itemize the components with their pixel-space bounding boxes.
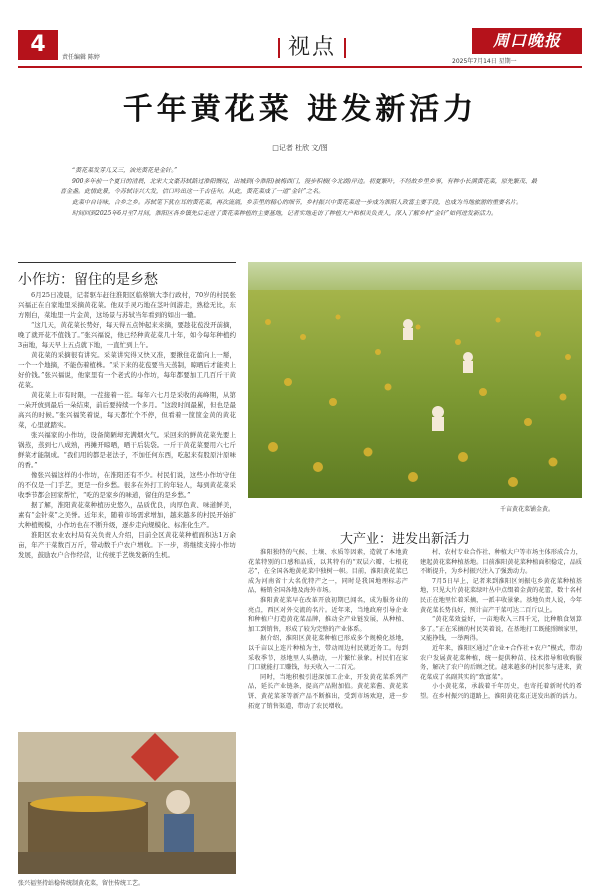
article-intro	[60, 166, 540, 220]
body-paragraph: 黄花菜的采摘很有讲究。采菜讲究得又快又准，要揪住花蕾向上一掰，一个一个地摘，不能伤着植株。“采下来的花苞要当天蒸制，晾晒后才能卖上好价钱。”张兴福说，他家里有一个老式的小作坊，每年都要加工几百斤干黄花菜。	[18, 351, 236, 389]
page-number: 4	[18, 30, 58, 60]
column-right	[420, 548, 582, 702]
date-line: 2025年7月14日 星期一	[452, 58, 517, 65]
workshop-illustration	[18, 732, 236, 874]
intro-paragraph: 此菜中自诗味，合乡之乡。苏轼笔下犹在耳的黄花菜，再次流淌，乡亲里的精心的细节，乡村振兴中黄花菜进一步成为淮阳人致富主要手段，也成为当地旅游的重要名片。	[72, 199, 523, 206]
body-paragraph: 7月5日早上，记者来到淮阳区刘振屯乡黄花菜种植基地，只见大片黄花菜绿叶丛中点缀着金黄的花蕾，数十名村民正在地里忙着采摘，一派丰收景象。基地负责人说，今年黄花菜长势良好，预计亩产干菜可达二百斤以上。	[420, 577, 582, 614]
intro-paragraph: 900多年前一个夏日的清晨，北宋大文豪苏轼路过淮阳慨叹，出城到(今淮阳)被梅西门，漫步积极(今北湖)岸边。初夏繁叶，不经故乡里乡事，有种小长满黄花菜，原先繁茂、最喜金盏。此情此景，令苏轼诗兴大发，信口吟出这一千古佳句。从此，黄花菜成了一道“金针”之名。	[60, 178, 537, 195]
article-byline: □记者 杜欣 文/图	[272, 144, 328, 152]
header-rule	[18, 66, 582, 68]
section-title	[270, 30, 354, 61]
field-illustration	[248, 262, 582, 498]
photo-caption-main: 千亩黄花菜铺金黄。	[500, 506, 555, 513]
body-paragraph: 同时，当地积极引进深加工企业，开发黄花菜系列产品，延长产业链条，提高产品附加值。黄花菜酱、黄花菜饼、黄花菜茶等新产品不断推出，受到市场欢迎，进一步拓宽了销售渠道，带动了农民增收。	[248, 673, 408, 710]
body-paragraph: 黄花菜上市有时限，一茬接着一茬。每年六七月是采收的高峰期，从第一朵开放到最后一朵结束，前后要持续一个多月。“这段时间最累，但也是最高兴的时候。”张兴福笑着说，每天都忙个不停，但看着一筐筐金黄的黄花菜，心里就踏实。	[18, 391, 236, 429]
section-divider-left	[278, 38, 280, 58]
body-paragraph: 小小黄花菜，承载着千年历史，也寄托着新时代的希望。在乡村振兴的道路上，淮阳黄花菜正迸发出新的活力。	[420, 683, 582, 700]
body-paragraph: 据了解，淮阳黄花菜种植历史悠久，品质优良，肉厚色黄、味道鲜美，素有“金针菜”之美誉。近年来，随着市场需求增加，越来越多的村民开始扩大种植规模，小作坊也在不断升级，逐步走向规模化、标准化生产。	[18, 501, 236, 529]
newspaper-logo: 周口晚报	[472, 28, 582, 54]
intro-paragraph: “黄花菜发芽儿又三，油光黄花是金针。”	[72, 167, 178, 174]
section-heading-workshop: 小作坊：留住的是乡愁	[18, 262, 236, 289]
body-paragraph: 淮阳区农业农村局有关负责人介绍，目前全区黄花菜种植面积达1万余亩，年产干菜数百万斤，带动数千户农户增收。下一步，将继续支持小作坊发展，鼓励农户合作经营，让传统手艺焕发新的生机。	[18, 531, 236, 559]
body-paragraph: 近年来，淮阳区通过“企业+合作社+农户”模式，带动农户发展黄花菜种植，统一提供种苗、技术指导和收购服务，解决了农户的后顾之忧。越来越多的村民参与进来，黄花菜成了名副其实的“致富菜”。	[420, 644, 582, 681]
section-label: 视点	[288, 35, 337, 60]
body-paragraph: 张兴福家的小作坊，设备简陋却充满烟火气。采回来的鲜黄花菜先要上锅蒸，蒸到七八成熟，再摊开晾晒，晒干后装袋。一斤干黄花菜要用六七斤鲜菜才能制成。“我们用的都是老法子，不加任何东西，吃起来有股原汁原味的香。”	[18, 431, 236, 469]
intro-paragraph: 时间回到2025年6月至7月间，淮阳区各乡镇先后走进了黄花菜种植的主要基地，记者实地走访了种植大户和相关负责人，深入了解乡村“金针”如何迸发新活力。	[72, 210, 498, 217]
photo-caption-small: 张兴福坚持站稳传统制黄花菜，留住传统工艺。	[18, 880, 145, 887]
body-paragraph: 淮阳独特的气候、土壤、水质等因素，造就了本地黄花菜特别的口感和品质，以其特有的“双层六瓣、七根花芯”，在全国各地黄花菜中独树一帜。目前，淮阳黄花菜已成为河南省十大名优特产之一，同时是我国地理标志产品，畅销全国各地及海外市场。	[248, 549, 408, 595]
body-paragraph: 6月25日凌晨，记者驱车赶往淮阳区临蔡镇大李行政村，70岁的村民张兴福正在自家地里采摘黄花菜。他双手灵巧地在茎叶间游走，熟稔无比，东方刚白，菜地里一片金黄，这场景与苏轼当年看到的如出一辙。	[18, 291, 236, 319]
body-paragraph: “这几天，黄花菜长势好，每天得五点钟起来来摘，要趁花苞没开前摘，晚了就开花不值钱了。”张兴福说，他已经种黄花菜几十年，如今每年种植约3亩地，每天早上五点就下地，一直忙到上午。	[18, 321, 236, 349]
photo-daylily-field	[248, 262, 582, 498]
article-headline: 千年黄花菜 进发新活力	[122, 92, 478, 127]
page-header	[0, 0, 600, 70]
section-heading-industry: 大产业：进发出新活力	[340, 532, 471, 547]
section-divider-right	[344, 38, 346, 58]
body-paragraph: 村、农村专业合作社、种植大户等市场主体形成合力，建起黄花菜种植基地。目前淮阳黄花菜种植面积稳定，品质不断提升，为乡村振兴注入了强劲动力。	[420, 549, 582, 576]
column-left	[18, 290, 236, 560]
body-paragraph: 像张兴福这样的小作坊，在淮阳还有不少。村民们说，这些小作坊守住的不仅是一门手艺，更是一份乡愁。很多在外打工的年轻人，每到黄花菜采收季节都会回家帮忙，“吃的是家乡的味道，留住的是乡愁。”	[18, 471, 236, 499]
body-paragraph: 据介绍，淮阳区黄花菜种植已形成多个规模化基地，以千亩以上连片种植为主，带动周边村民就近务工。每到采收季节，基地里人头攒动，一片繁忙景象。村民们在家门口就能打工赚钱，每天收入一二百元。	[248, 635, 408, 672]
body-paragraph: “黄花菜效益好，一亩地收入三四千元，比种粮食划算多了。”正在采摘的村民笑着说，在基地打工既能照顾家里，又能挣钱，一举两得。	[420, 616, 582, 643]
editor-line: 责任编辑 陈婷	[62, 54, 100, 61]
photo-workshop	[18, 732, 236, 874]
body-paragraph: 淮阳黄花菜早在改革开放初期已闻名，成为服务业的亮点，西区对外交流的名片。近年来，当地政府引导企业和种植户打造黄花菜品牌，推动全产业链发展，从种植、加工到销售，形成了较为完整的产业体系。	[248, 596, 408, 633]
column-middle	[248, 548, 408, 711]
